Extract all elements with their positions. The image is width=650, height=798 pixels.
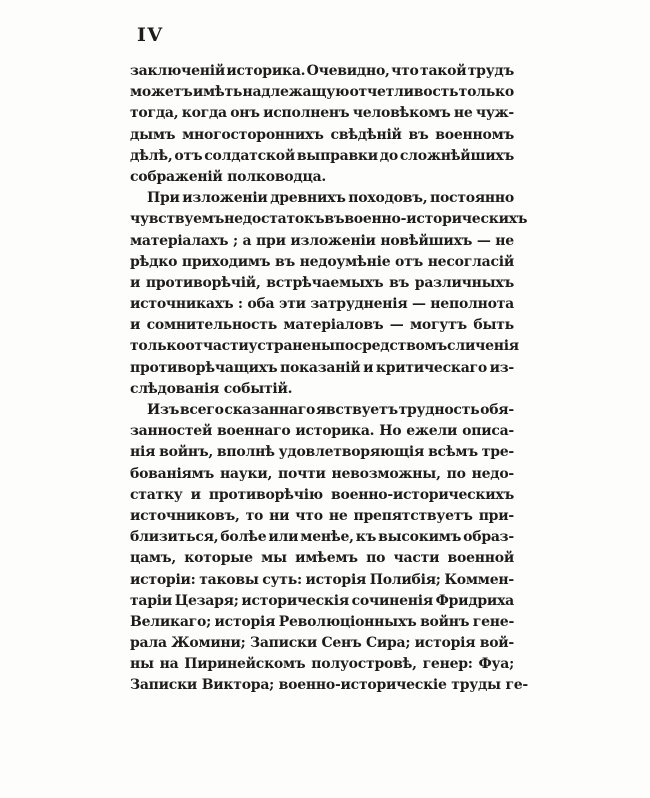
word: Но (379, 423, 402, 440)
word: и (130, 317, 141, 334)
word: отчетливость (349, 84, 459, 101)
word: сложнѣйшихъ (399, 147, 514, 164)
word: исторія (414, 635, 476, 652)
word: въ (274, 253, 295, 270)
word: неполнота (430, 296, 514, 313)
word: историка. (226, 63, 306, 79)
word: онъ (230, 105, 260, 122)
word: историческія (241, 592, 349, 609)
text-line (130, 209, 528, 230)
word: быть (473, 317, 514, 334)
word: таріи (130, 592, 172, 609)
word: исторіи: (130, 571, 196, 588)
word: встрѣчаемыхъ (266, 274, 384, 291)
word: при (256, 232, 286, 249)
word: и (363, 359, 374, 376)
word: вой- (479, 635, 514, 652)
word: свѣдѣній (330, 126, 402, 143)
word: Сира; (365, 635, 411, 652)
text-line (130, 527, 514, 548)
word: устранены (248, 338, 335, 355)
word: науки, (219, 465, 273, 482)
text-line (130, 231, 514, 252)
word: дѣлѣ, (130, 147, 173, 164)
word: мы (261, 550, 287, 567)
text-line (130, 358, 514, 379)
text-line (130, 273, 514, 294)
word: противорѣчій, (145, 274, 261, 291)
word: не (495, 232, 514, 249)
word: походовъ, (348, 190, 428, 207)
word: чуж- (475, 105, 514, 122)
word: таковы (199, 571, 259, 588)
word: матеріаловъ (283, 317, 384, 334)
word: высокимъ (378, 529, 462, 546)
word: военномъ (435, 126, 514, 143)
word: заключеній (130, 63, 225, 79)
word: посредствомъ (334, 338, 448, 355)
word: Очевидно, (306, 63, 390, 79)
text-line (130, 188, 514, 209)
word: всего (179, 402, 224, 418)
word: трудъ (467, 63, 514, 79)
word: сказаннаго (224, 402, 316, 418)
word: ни (269, 507, 290, 524)
word: человѣкомъ (352, 105, 451, 122)
word: Коммен- (444, 571, 514, 588)
word: при- (478, 507, 514, 524)
word: или (268, 529, 299, 546)
word: войнъ (420, 613, 470, 630)
word: войнъ, (159, 444, 213, 461)
word: военнаго (217, 423, 291, 440)
word: явствуетъ (315, 402, 398, 418)
word: источникахъ (130, 296, 234, 313)
text-line (130, 125, 514, 146)
word: обя- (480, 402, 514, 418)
text-line (130, 464, 514, 485)
word: полуостровѣ, (311, 656, 417, 673)
word: из- (489, 359, 514, 376)
word: изложеніи (182, 190, 268, 207)
word: Жомини; (171, 635, 246, 652)
word: препятствуетъ (353, 507, 473, 524)
text-line (130, 442, 514, 463)
text-line (130, 400, 514, 421)
word: то (245, 507, 264, 524)
word: противорѣчащихъ (130, 359, 278, 376)
word: При (147, 190, 180, 207)
word: эти (278, 296, 306, 313)
word: по (366, 550, 386, 567)
word: солдатской (204, 147, 295, 164)
word: по (446, 465, 466, 482)
word: имѣть (192, 84, 243, 101)
word: новѣйшихъ (380, 232, 473, 249)
word: только (458, 84, 514, 101)
word: древнихъ (270, 190, 346, 207)
word: почти (277, 465, 326, 482)
word: дымъ (130, 126, 176, 143)
word: а (242, 232, 252, 249)
text-line (130, 146, 514, 167)
word: Полибія; (369, 571, 441, 588)
word: трудность (398, 402, 480, 418)
text-line (130, 612, 514, 633)
word: невозможны, (331, 465, 441, 482)
text-line (130, 103, 514, 124)
word: — (389, 317, 404, 334)
word: менѣе, (300, 529, 354, 546)
paragraph (130, 61, 514, 188)
word: къ (355, 529, 377, 546)
word: не (453, 105, 473, 122)
word: историка. (295, 423, 375, 440)
word: выправки (296, 147, 378, 164)
word: близиться, (130, 529, 219, 546)
text-line (130, 506, 514, 527)
word: болѣе (220, 529, 267, 546)
word: цамъ, (130, 550, 176, 567)
word: несогласій (427, 253, 514, 270)
word: матеріалахъ (130, 232, 229, 249)
word: въ (389, 274, 410, 291)
word: критическаго (375, 359, 487, 376)
word: отъ (174, 147, 203, 164)
word: Пиринейскомъ (184, 656, 306, 673)
word: чувствуемъ (130, 211, 225, 228)
text-line (130, 485, 514, 506)
word: гене- (472, 613, 514, 630)
word: сомнительность (146, 317, 277, 334)
text-line (130, 336, 519, 357)
word: надлежащую (242, 84, 350, 101)
word: рѣдко (130, 253, 178, 270)
word: Великаго; (130, 613, 212, 630)
word: постоянно (429, 190, 514, 207)
text-line: Записки Виктора; военно-историческіе труды ге- (130, 677, 528, 694)
word: только (130, 338, 186, 355)
word: въ (324, 211, 345, 228)
word: недо- (471, 465, 514, 482)
text-line (130, 654, 514, 675)
word: ; (232, 232, 238, 249)
word: имѣемъ (295, 550, 358, 567)
word: приходимъ (181, 253, 271, 270)
word: и (130, 274, 141, 291)
word: Фуа; (478, 656, 514, 673)
text-line: сображеній полководца. (130, 168, 327, 185)
text-line (130, 570, 514, 591)
word: показаній (279, 359, 361, 376)
word: Изъ (147, 402, 180, 418)
text-line: слѣдованія событій. (130, 380, 293, 397)
word: различныхъ (414, 274, 514, 291)
word: рала (130, 635, 167, 652)
word: оба (247, 296, 275, 313)
word: занностей (130, 423, 213, 440)
word: военной (447, 550, 514, 567)
word: что (295, 507, 323, 524)
word: источниковъ, (130, 507, 240, 524)
word: статку (130, 486, 183, 503)
text-line (130, 315, 514, 336)
word: могутъ (409, 317, 467, 334)
page-number: IV (137, 24, 164, 46)
word: удовлетворяющія (278, 444, 425, 461)
word: исполненъ (263, 105, 350, 122)
word: Революціонныхъ (278, 613, 417, 630)
word: противорѣчію (208, 486, 323, 503)
text-line (130, 61, 514, 82)
word: военно-историческихъ (331, 486, 514, 503)
text-line (130, 591, 514, 612)
text-block (130, 61, 528, 697)
word: бованіямъ (130, 465, 215, 482)
word: тре- (481, 444, 514, 461)
word: военно-историческихъ (344, 211, 528, 228)
word: исторія (305, 571, 367, 588)
text-line (130, 421, 514, 442)
word: отчасти (185, 338, 249, 355)
word: не (328, 507, 348, 524)
word: : (237, 296, 243, 313)
word: въ (408, 126, 429, 143)
word: такой (420, 63, 467, 79)
word: суть: (262, 571, 302, 588)
word: ны (130, 656, 154, 673)
text-line (130, 548, 514, 569)
word: сличенія (447, 338, 519, 355)
word: и (190, 486, 201, 503)
word: многостороннихъ (182, 126, 324, 143)
paragraph (130, 188, 528, 400)
word: исторія (214, 613, 276, 630)
paragraph (130, 400, 528, 697)
word: ежели (406, 423, 458, 440)
word: образ- (463, 529, 514, 546)
word: тогда, (130, 105, 179, 122)
word: вполнѣ (216, 444, 275, 461)
word: генер: (422, 656, 473, 673)
word: Сенъ (321, 635, 362, 652)
text-line (130, 82, 514, 103)
word: когда (181, 105, 227, 122)
word: на (159, 656, 179, 673)
word: — (476, 232, 491, 249)
word: всѣмъ (428, 444, 478, 461)
text-line (130, 294, 514, 315)
word: которые (184, 550, 253, 567)
text-line (130, 252, 514, 273)
word: нія (130, 444, 156, 461)
word: Цезаря; (174, 592, 239, 609)
word: недостатокъ (224, 211, 325, 228)
word: — (411, 296, 426, 313)
word: недоумѣніе (299, 253, 391, 270)
word: отъ (395, 253, 424, 270)
word: можетъ (130, 84, 193, 101)
word: Фридриха (435, 592, 514, 609)
word: что (391, 63, 419, 79)
word: сочиненія (351, 592, 433, 609)
word: затрудненія (310, 296, 408, 313)
word: части (393, 550, 440, 567)
word: Записки (249, 635, 318, 652)
word: до (379, 147, 398, 164)
text-line (130, 633, 514, 654)
word: описа- (462, 423, 514, 440)
word: изложеніи (290, 232, 376, 249)
